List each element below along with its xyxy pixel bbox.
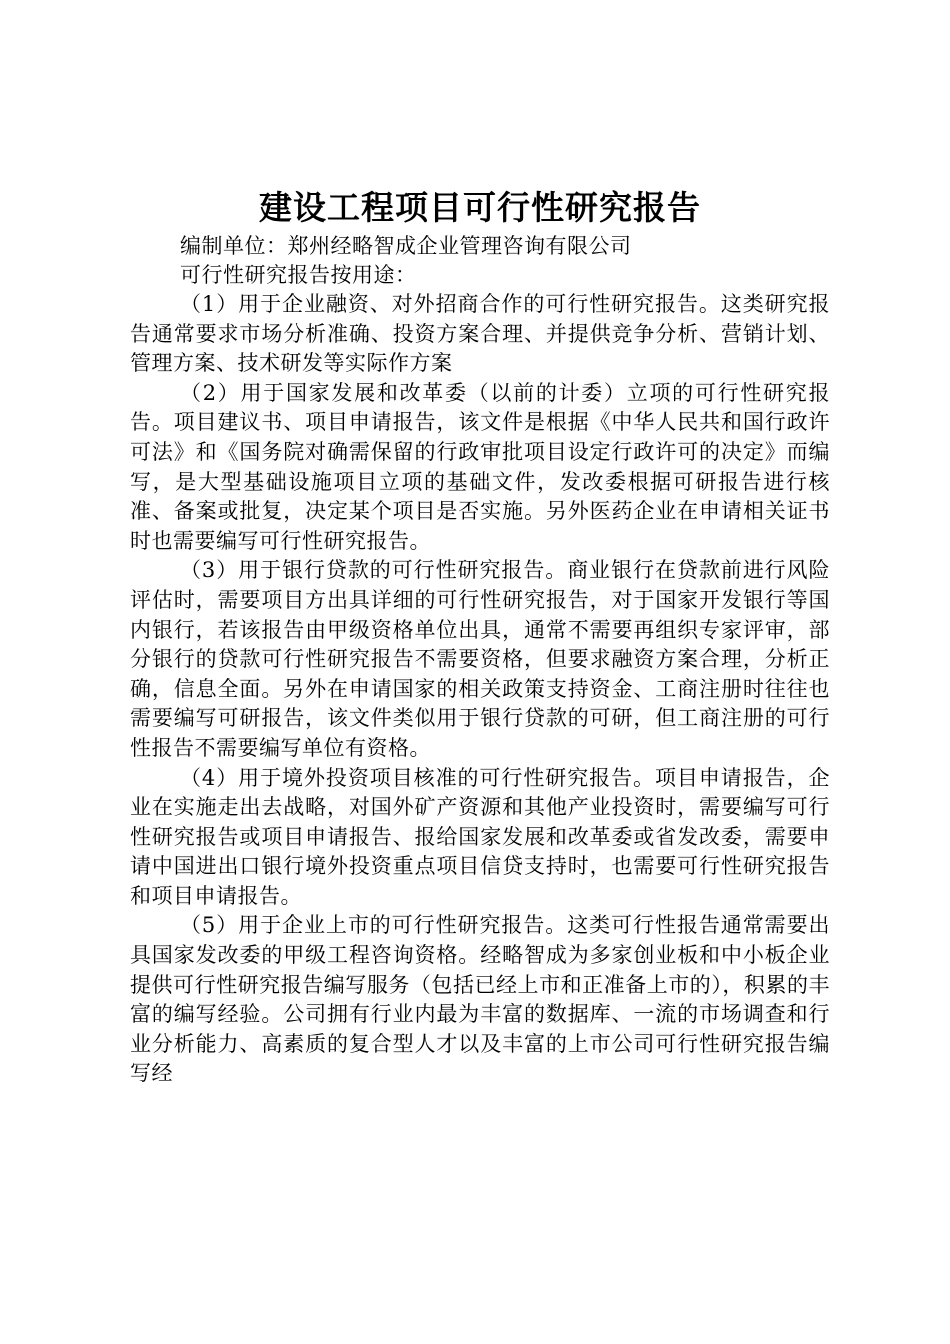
document-page xyxy=(130,186,830,1089)
paragraph-purpose-4: （4）用于境外投资项目核准的可行性研究报告。项目申请报告，企业在实施走出去战略，对国外矿产资源和其他产业投资时，需要编写可行性研究报告或项目申请报告、报给国家发展和改革委或省发改委，需要申请中国进出口银行境外投资重点项目信贷支持时，也需要可行性研究报告和项目申请报告。 xyxy=(130,765,830,908)
compiler-line: 编制单位：郑州经略智成企业管理咨询有限公司 xyxy=(180,234,632,258)
purpose-heading: 可行性研究报告按用途： xyxy=(180,263,417,287)
paragraph-purpose-2: （2）用于国家发展和改革委（以前的计委）立项的可行性研究报告。项目建议书、项目申请报告，该文件是根据《中华人民共和国行政许可法》和《国务院对确需保留的行政审批项目设定行政许可的决定》而编写，是大型基础设施项目立项的基础文件，发改委根据可研报告进行核准、备案或批复，决定某个项目是否实施。另外医药企业在申请相关证书时也需要编写可行性研究报告。 xyxy=(130,380,830,553)
paragraph-purpose-1: （1）用于企业融资、对外招商合作的可行性研究报告。这类研究报告通常要求市场分析准确、投资方案合理、并提供竞争分析、营销计划、管理方案、技术研发等实际作方案 xyxy=(130,292,830,376)
document-title: 建设工程项目可行性研究报告 xyxy=(259,188,701,227)
paragraph-purpose-3: （3）用于银行贷款的可行性研究报告。商业银行在贷款前进行风险评估时，需要项目方出具详细的可行性研究报告，对于国家开发银行等国内银行，若该报告由甲级资格单位出具，通常不需要再组织专家评审，部分银行的贷款可行性研究报告不需要资格，但要求融资方案合理，分析正确，信息全面。另外在申请国家的相关政策支持资金、工商注册时往往也需要编写可研报告，该文件类似用于银行贷款的可研，但工商注册的可行性报告不需要编写单位有资格。 xyxy=(130,558,830,760)
paragraph-purpose-5: （5）用于企业上市的可行性研究报告。这类可行性报告通常需要出具国家发改委的甲级工程咨询资格。经略智成为多家创业板和中小板企业提供可行性研究报告编写服务（包括已经上市和正准备上市的），积累的丰富的编写经验。公司拥有行业内最为丰富的数据库、一流的市场调查和行业分析能力、高素质的复合型人才以及丰富的上市公司可行性研究报告编写经 xyxy=(130,913,830,1086)
